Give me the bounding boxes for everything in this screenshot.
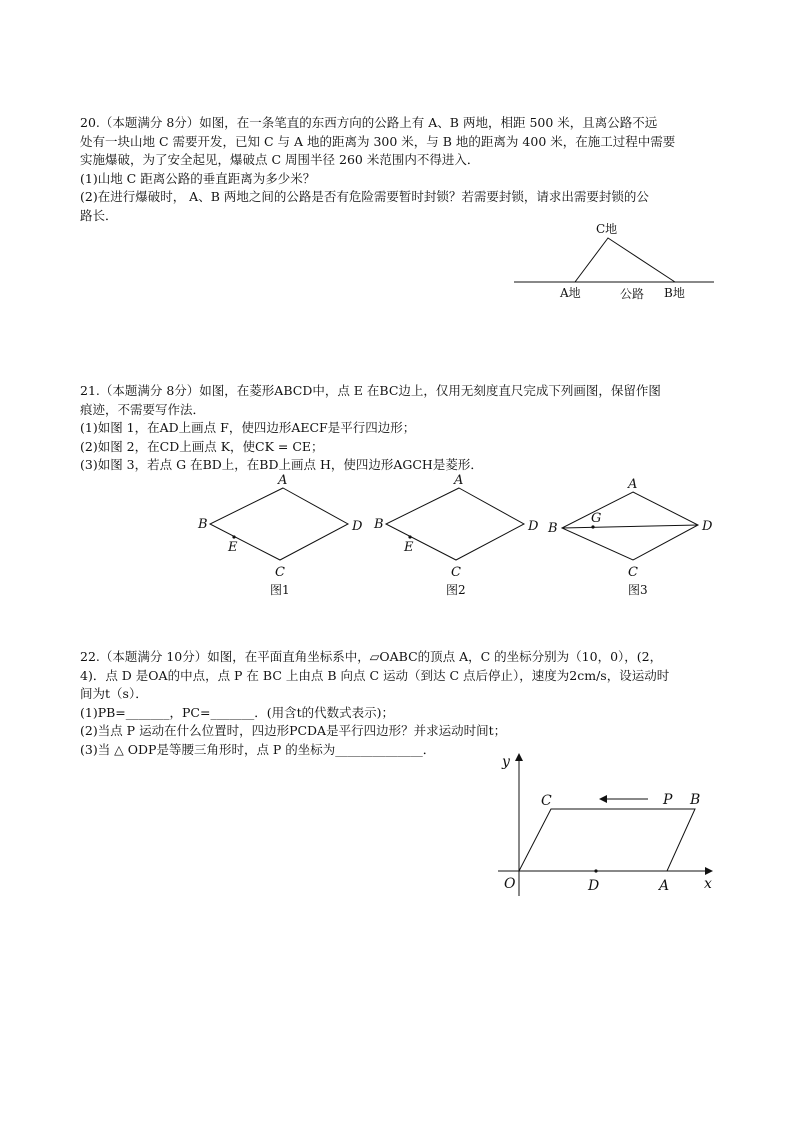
fig1-label-a: A bbox=[278, 473, 288, 488]
question-21 bbox=[80, 382, 716, 475]
fig3-label-a: A bbox=[628, 477, 638, 492]
triangle-abc bbox=[575, 238, 675, 282]
fig2-label-b: B bbox=[374, 517, 384, 532]
q22-line-6: (3)当 △ ODP是等腰三角形时，点 P 的坐标为______________． bbox=[80, 741, 436, 757]
q20-line-2: 处有一块山地 C 需要开发，已知 C 与 A 地的距离为 300 米，与 B 地的距离为 400 米，在施工过程中需要 bbox=[80, 133, 676, 149]
q22-line-4: (1)PB=_______，PC=_______．(用含t的代数式表示)； bbox=[80, 704, 395, 720]
q22-line-3: 间为t（s）． bbox=[80, 686, 148, 701]
point-e-1 bbox=[232, 535, 235, 538]
parallelogram-oabc bbox=[519, 809, 695, 871]
fig3-label-d: D bbox=[702, 519, 713, 534]
q20-line-1: 20.（本题满分 8分）如图，在一条笔直的东西方向的公路上有 A、B 两地，相距 500 米，且离公路不远 bbox=[80, 115, 658, 130]
q21-line-5: (3)如图 3，若点 G 在BD上，在BD上画点 H，使四边形AGCH是菱形． bbox=[80, 457, 483, 472]
q20-line-6: 路长． bbox=[80, 207, 118, 223]
question-22 bbox=[80, 648, 716, 759]
q22-line-5: (2)当点 P 运动在什么位置时，四边形PCDA是平行四边形？并求运动时间t； bbox=[80, 723, 507, 738]
rhombus-figure-2 bbox=[373, 473, 539, 597]
diagonal-bd bbox=[562, 525, 698, 528]
q21-line-3: (1)如图 1，在AD上画点 F，使四边形AECF是平行四边形； bbox=[80, 420, 416, 435]
fig1-label-c: C bbox=[275, 565, 285, 580]
q21-line-4: (2)如图 2，在CD上画点 K，使CK = CE； bbox=[80, 438, 324, 454]
fig2-label-d: D bbox=[528, 519, 539, 534]
fig3-label-g: G bbox=[591, 511, 602, 526]
rhombus-figure-1 bbox=[197, 473, 363, 597]
fig2-label-a: A bbox=[454, 473, 464, 488]
rhombus-figure-3 bbox=[547, 477, 713, 597]
label-road: 公路 bbox=[620, 287, 645, 301]
question-20 bbox=[80, 114, 716, 225]
q22-line-1: 22.（本题满分 10分）如图，在平面直角坐标系中，▱OABC的顶点 A，C 的坐标分别为（10，0），(2， bbox=[80, 649, 663, 664]
q21-figures bbox=[190, 470, 730, 600]
label-a-place: A地 bbox=[560, 286, 581, 300]
fig1-label-b: B bbox=[198, 517, 208, 532]
label-a: A bbox=[659, 878, 670, 894]
label-o: O bbox=[504, 876, 516, 892]
q20-line-3: 实施爆破，为了安全起见，爆破点 C 周围半径 260 米范围内不得进入． bbox=[80, 152, 480, 167]
label-b: B bbox=[690, 792, 701, 808]
fig3-caption: 图3 bbox=[628, 583, 648, 597]
fig1-caption: 图1 bbox=[270, 583, 290, 597]
point-d bbox=[594, 869, 597, 872]
q20-line-5: (2)在进行爆破时， A、B 两地之间的公路是否有危险需要暂时封锁？若需要封锁，请求出需要封锁的公 bbox=[80, 189, 649, 204]
fig3-label-b: B bbox=[548, 521, 558, 536]
fig1-label-d: D bbox=[352, 519, 363, 534]
fig1-label-e: E bbox=[228, 540, 238, 555]
label-c-place: C地 bbox=[596, 222, 618, 236]
label-p: P bbox=[663, 792, 673, 808]
label-x-axis: x bbox=[704, 876, 712, 892]
q21-line-1: 21.（本题满分 8分）如图，在菱形ABCD中，点 E 在BC边上，仅用无刻度直尺完成下列画图，保留作图 bbox=[80, 383, 661, 398]
q20-line-4: (1)山地 C 距离公路的垂直距离为多少米？ bbox=[80, 170, 316, 186]
label-d: D bbox=[588, 878, 600, 894]
fig3-label-c: C bbox=[628, 565, 638, 580]
q21-line-2: 痕迹，不需要写作法． bbox=[80, 401, 206, 417]
point-e-2 bbox=[408, 535, 411, 538]
q22-line-2: 4)．点 D 是OA的中点，点 P 在 BC 上由点 B 向点 C 运动（到达 C 点后停止），速度为2cm/s，设运动时 bbox=[80, 667, 670, 683]
q22-coordinate-figure bbox=[490, 750, 726, 902]
fig2-label-c: C bbox=[451, 565, 461, 580]
label-y-axis: y bbox=[502, 754, 510, 770]
fig2-label-e: E bbox=[404, 540, 414, 555]
label-c: C bbox=[541, 793, 552, 809]
label-b-place: B地 bbox=[664, 286, 685, 300]
q20-figure bbox=[508, 216, 720, 306]
fig2-caption: 图2 bbox=[446, 583, 466, 597]
